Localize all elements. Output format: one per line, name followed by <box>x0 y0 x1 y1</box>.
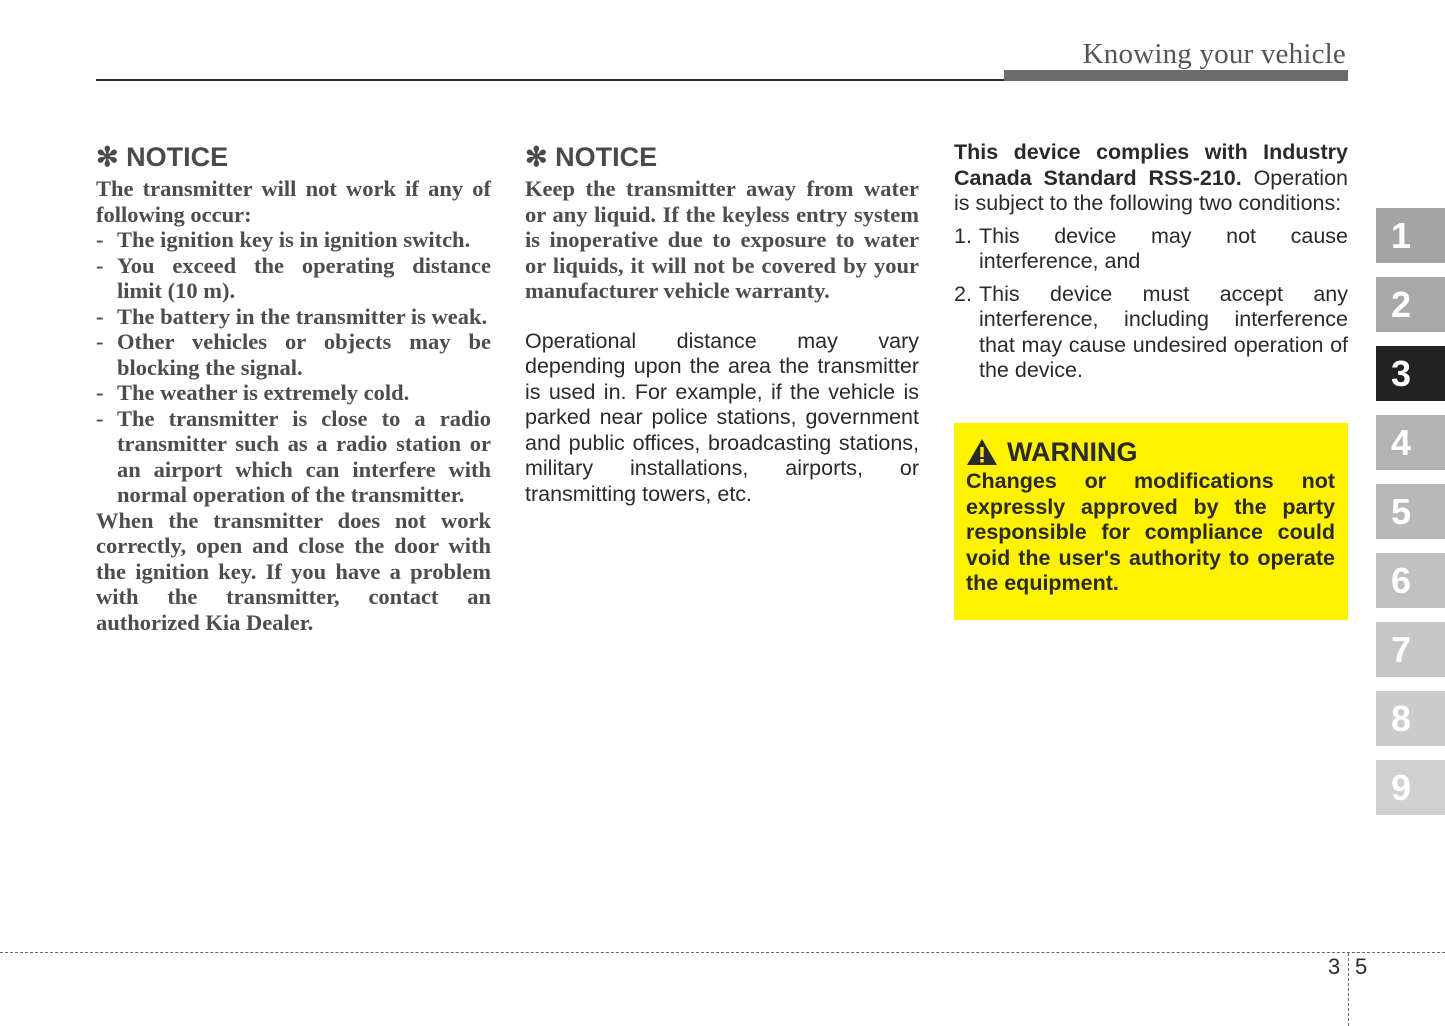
page-number: 5 <box>1355 954 1368 979</box>
list-item-number: 2. <box>954 281 972 306</box>
notice-intro: The transmitter will not work if any of following occur: <box>96 176 491 227</box>
list-item: - Other vehicles or objects may be blocking the signal. <box>96 329 491 380</box>
chapter-tab-1[interactable]: 1 <box>1376 208 1445 263</box>
operational-distance-text: Operational distance may vary depending upon the area the transmitter is used in. For example, if the vehicle is parked near police stations, government and public offices, broadcasting stations, military installations, airports, or transmitting towers, etc. <box>525 328 919 506</box>
list-item-text: The ignition key is in ignition switch. <box>117 227 471 252</box>
chapter-tabs <box>1376 208 1445 829</box>
warning-triangle-icon <box>966 438 998 466</box>
list-item <box>954 224 1348 275</box>
warning-text: Changes or modifications not expressly approved by the party responsible for compliance could void the user's authority to operate the equipment. <box>966 469 1335 595</box>
compliance-bold-lead: This device complies with Industry Canada Standard RSS-210. <box>954 140 1348 190</box>
list-item-text: The transmitter is close to a radio transmitter such as a radio station or an airport which can interfere with normal operation of the transmitter. <box>117 405 491 507</box>
page-chapter-number: 3 <box>1328 954 1341 979</box>
chapter-tab-2[interactable]: 2 <box>1376 277 1445 332</box>
notice-column-1 <box>96 140 491 635</box>
notice-outro: When the transmitter does not work correctly, open and close the door with the ignition key. If you have a problem with the transmitter, contact an authorized Kia Dealer. <box>96 507 491 635</box>
warning-heading <box>966 435 1335 469</box>
chapter-tab-7[interactable]: 7 <box>1376 622 1445 677</box>
list-item: - The transmitter is close to a radio transmitter such as a radio station or an airport which can interfere with normal operation of the transmitter. <box>96 405 491 507</box>
header-bar <box>1004 70 1348 81</box>
warning-heading-text: WARNING <box>1007 437 1138 467</box>
header-rule <box>96 79 1006 81</box>
chapter-tab-5[interactable]: 5 <box>1376 484 1445 539</box>
notice-water-text: Keep the transmitter away from water or any liquid. If the keyless entry system is inoperative due to exposure to water or liquids, it will not be covered by your manufacturer vehicle warranty. <box>525 176 919 303</box>
notice-heading-2: ✻ NOTICE <box>525 142 658 172</box>
page-number-separator <box>1348 953 1349 1026</box>
compliance-conditions <box>954 224 1348 384</box>
notice-bullet-list <box>96 227 491 508</box>
list-item: - The weather is extremely cold. <box>96 380 410 405</box>
chapter-tab-4[interactable]: 4 <box>1376 415 1445 470</box>
chapter-tab-3[interactable]: 3 <box>1376 346 1445 401</box>
page-header-title: Knowing your vehicle <box>1082 38 1346 70</box>
notice-column-2 <box>525 140 919 507</box>
list-item-text: Other vehicles or objects may be blocking the signal. <box>117 329 491 380</box>
list-item <box>954 282 1348 384</box>
list-item-number: 1. <box>954 223 972 248</box>
warning-box <box>954 423 1348 620</box>
footer-rule <box>0 952 1445 953</box>
compliance-column <box>954 140 1348 391</box>
list-item-text: The battery in the transmitter is weak. <box>117 303 488 329</box>
list-item-text: This device may not cause interference, and <box>979 223 1348 273</box>
compliance-intro <box>954 140 1348 217</box>
list-item-text: You exceed the operating distance limit (10 m). <box>117 252 491 303</box>
list-item-text: The weather is extremely cold. <box>117 380 410 405</box>
chapter-tab-8[interactable]: 8 <box>1376 691 1445 746</box>
chapter-tab-6[interactable]: 6 <box>1376 553 1445 608</box>
compliance-text: Operation is subject to the following two conditions: <box>954 165 1348 215</box>
list-item: - The battery in the transmitter is weak. <box>96 303 488 329</box>
list-item-text: This device must accept any interference, including interference that may cause undesired operation of the device. <box>979 281 1348 382</box>
list-item: - You exceed the operating distance limit (10 m). <box>96 252 491 303</box>
list-item: - The ignition key is in ignition switch. <box>96 227 471 252</box>
chapter-tab-9[interactable]: 9 <box>1376 760 1445 815</box>
notice-heading-1: ✻ NOTICE <box>96 142 229 172</box>
